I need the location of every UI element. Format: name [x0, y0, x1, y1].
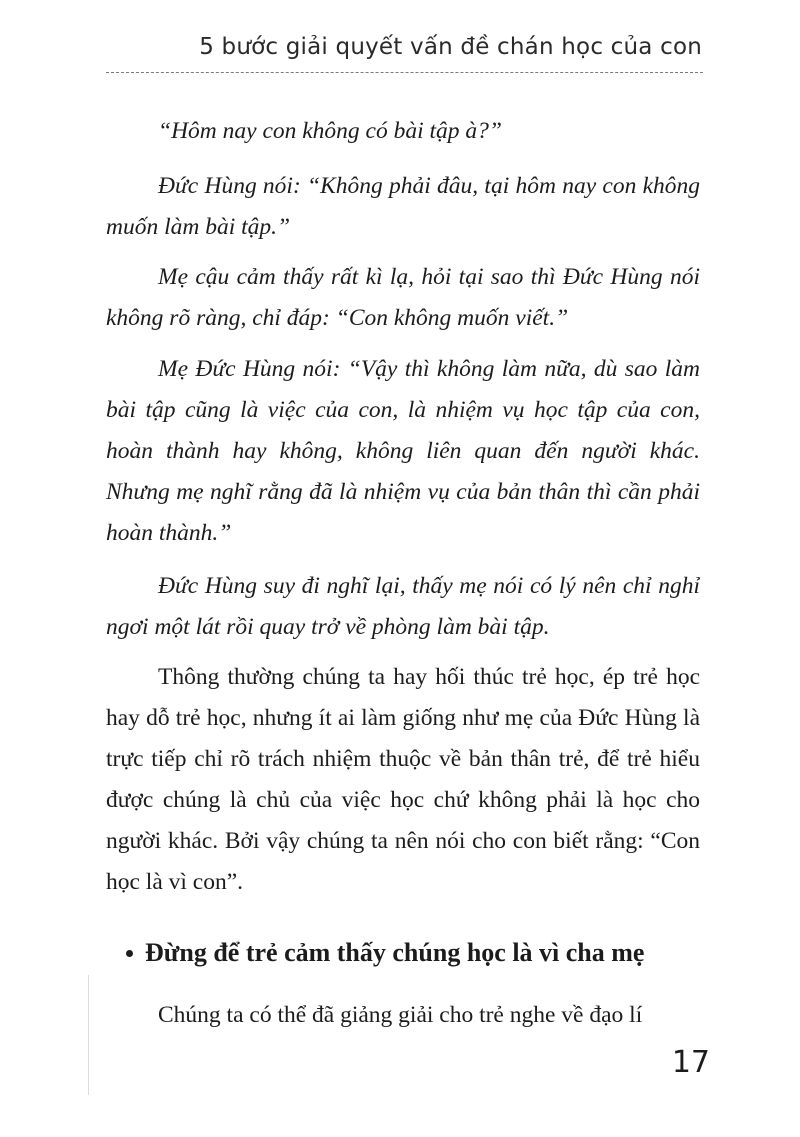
running-header: 5 bước giải quyết vấn đề chán học của con — [199, 34, 702, 60]
bullet-icon — [126, 950, 133, 957]
section-heading-text: Đừng để trẻ cảm thấy chúng học là vì cha mẹ — [145, 938, 645, 967]
header-divider — [106, 72, 703, 73]
paragraph-5: Đức Hùng suy đi nghĩ lại, thấy mẹ nói có lý nên chỉ nghỉ ngơi một lát rồi quay trở về phòng làm bài tập. — [106, 573, 700, 640]
paragraph-2: Đức Hùng nói: “Không phải đâu, tại hôm nay con không muốn làm bài tập.” — [106, 173, 700, 240]
paragraph-4: Mẹ Đức Hùng nói: “Vậy thì không làm nữa, dù sao làm bài tập cũng là việc của con, là nhiệm vụ học tập của con, hoàn thành hay không, không liên quan đến người khác. Nhưng mẹ nghĩ rằng đã là nhiệm vụ của bản thân thì cần phải hoàn thành.” — [106, 356, 700, 546]
page-number: 17 — [671, 1045, 710, 1080]
paragraph-3: Mẹ cậu cảm thấy rất kì lạ, hỏi tại sao thì Đức Hùng nói không rõ ràng, chỉ đáp: “Con không muốn viết.” — [106, 264, 700, 331]
page-edge — [88, 975, 89, 1095]
paragraph-1: “Hôm nay con không có bài tập à?” — [158, 118, 502, 144]
section-heading — [126, 933, 706, 973]
paragraph-6: Thông thường chúng ta hay hối thúc trẻ học, ép trẻ học hay dỗ trẻ học, nhưng ít ai làm giống như mẹ của Đức Hùng là trực tiếp chỉ rõ trách nhiệm thuộc về bản thân trẻ, để trẻ hiểu được chúng là chủ của việc học chứ không phải là học cho người khác. Bởi vậy chúng ta nên nói cho con biết rằng: “Con học là vì con”. — [106, 664, 700, 895]
closing-paragraph: Chúng ta có thể đã giảng giải cho trẻ nghe về đạo lí — [158, 1002, 643, 1028]
